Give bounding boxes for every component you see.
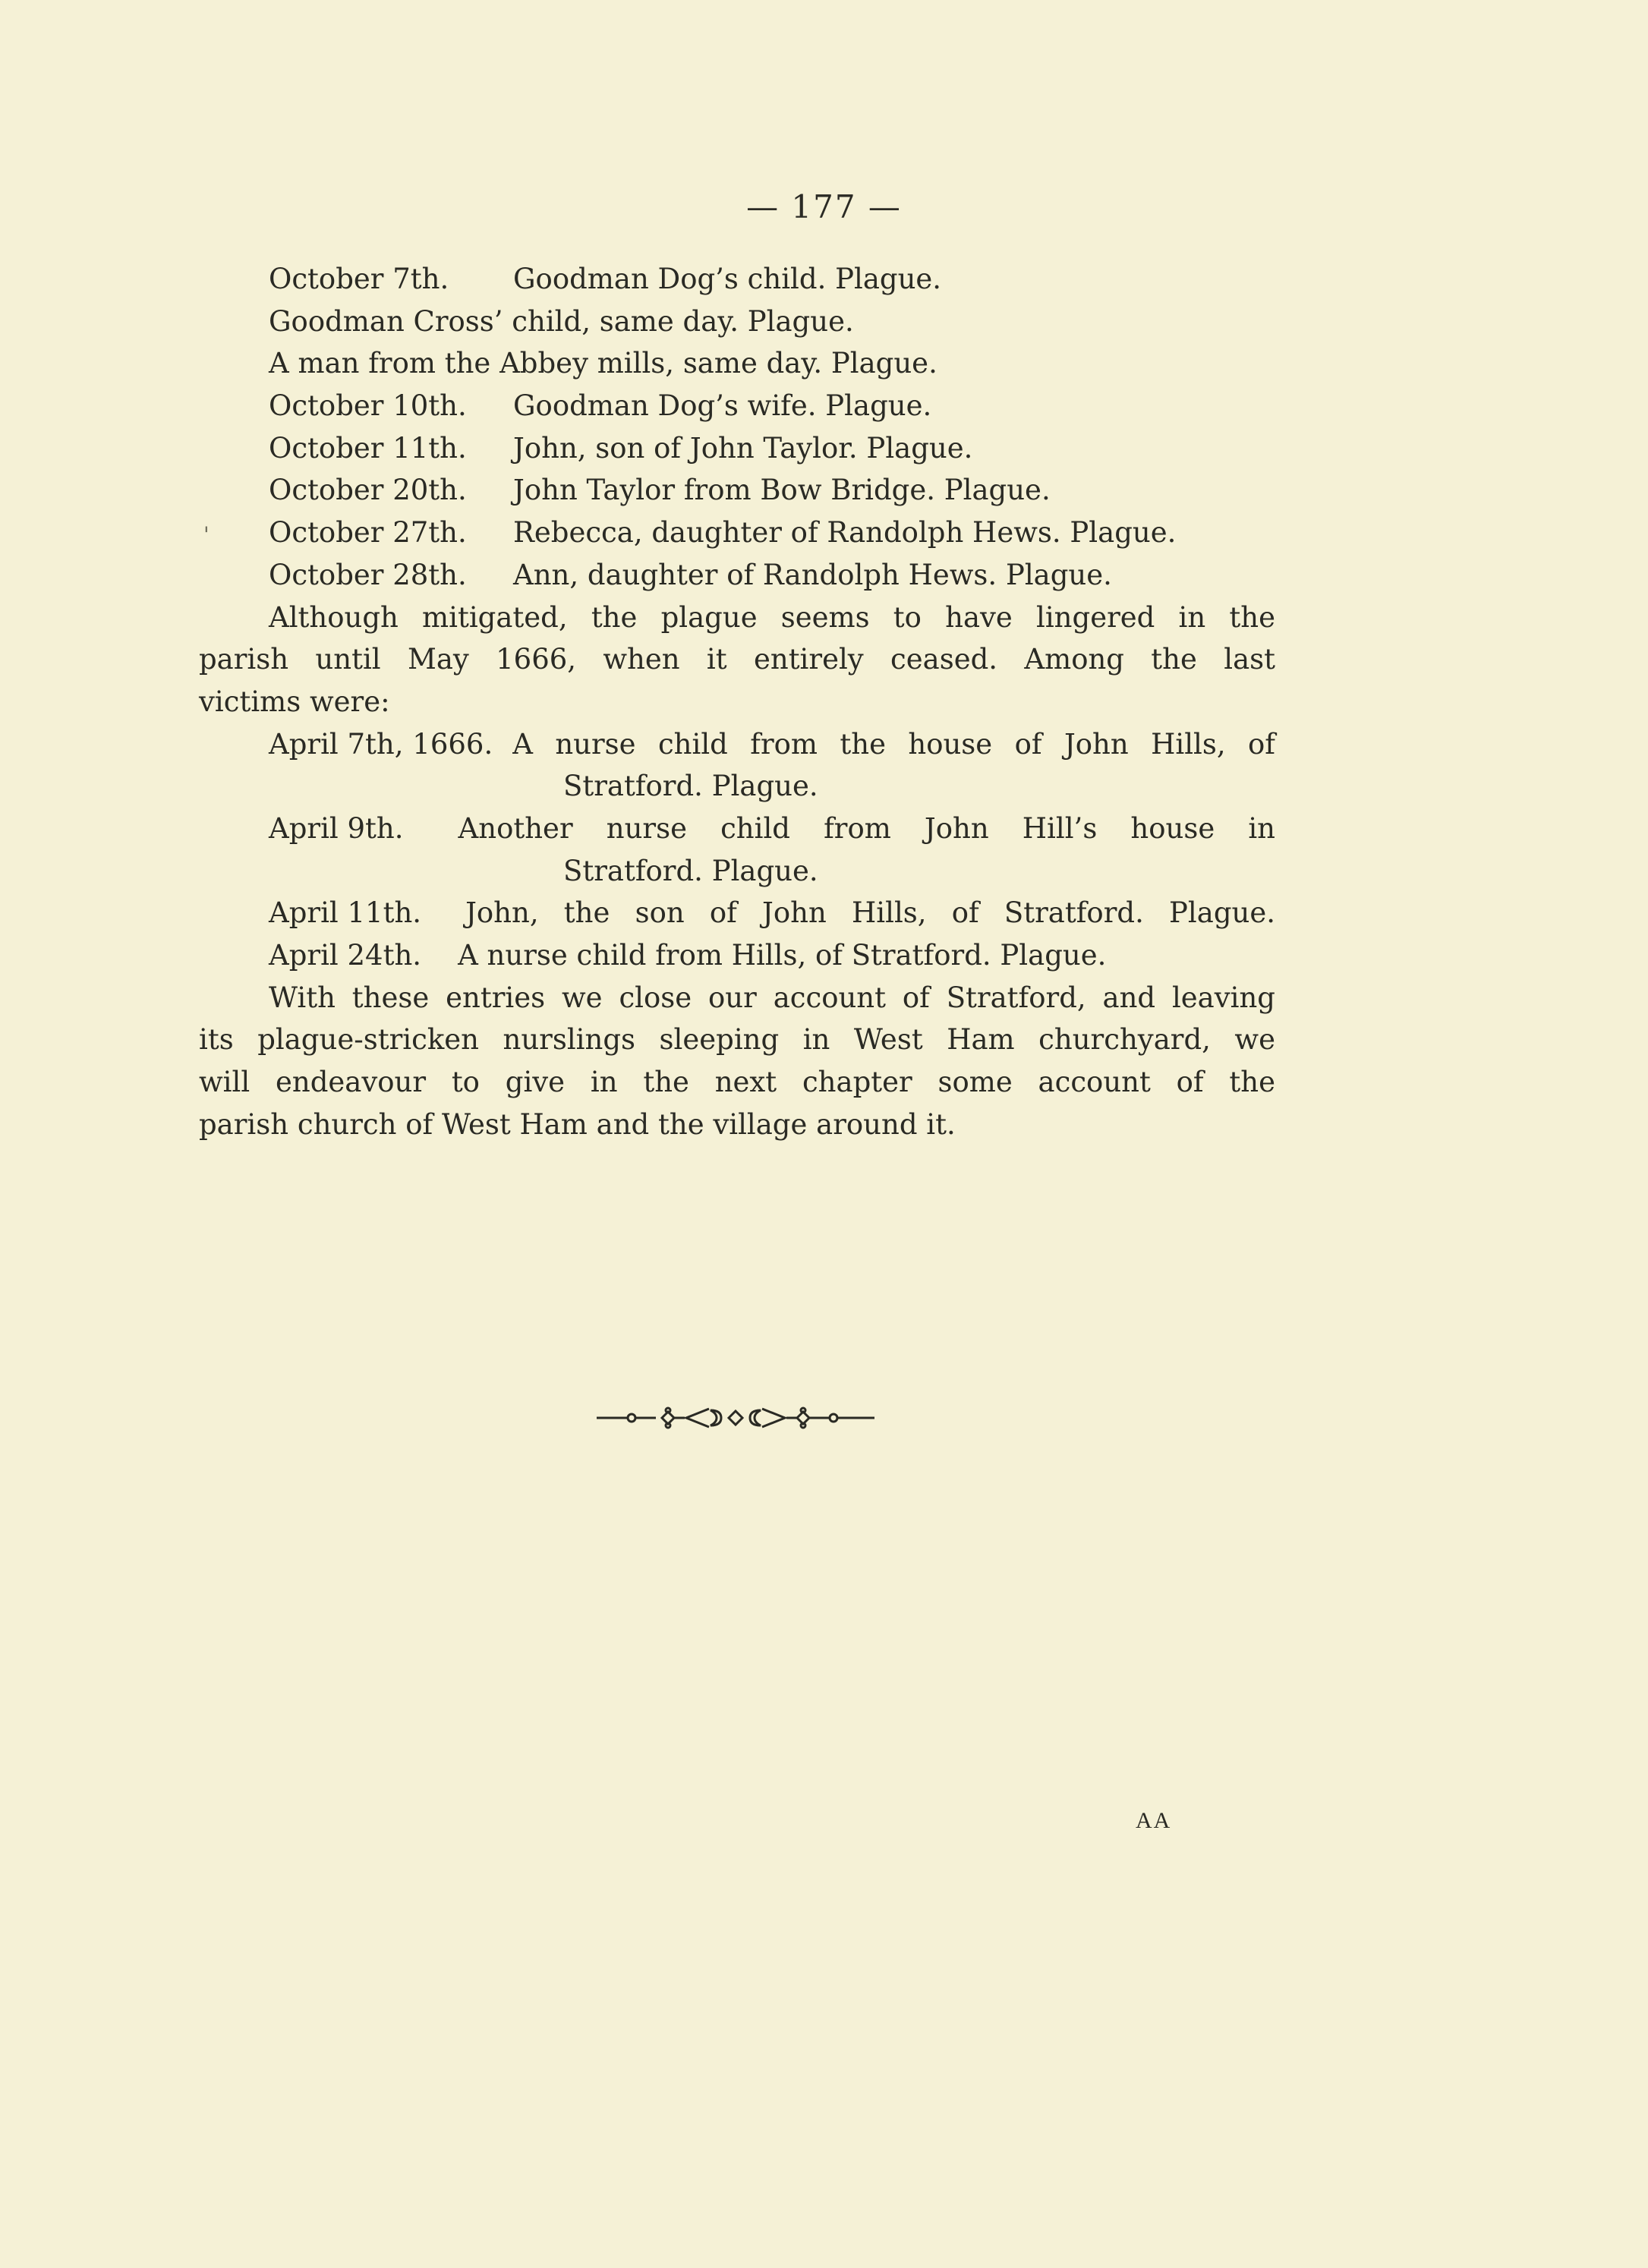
paragraph-line: will endeavour to give in the next chapter some account of the xyxy=(199,1066,1275,1099)
page-number: — 177 — xyxy=(746,188,902,225)
register-entry xyxy=(199,258,1275,301)
register-entry xyxy=(199,934,1275,977)
register-entry xyxy=(199,469,1275,512)
entry-date: October 27th. xyxy=(269,516,467,550)
register-entry xyxy=(199,554,1275,597)
entry-text: John, son of John Taylor. Plague. xyxy=(513,431,973,465)
register-entry: Goodman Cross’ child, same day. Plague. xyxy=(269,304,854,338)
entry-text: John Taylor from Bow Bridge. Plague. xyxy=(513,474,1051,507)
body-text xyxy=(199,258,1275,1145)
entry-text: Another nurse child from John Hill’s house in xyxy=(458,811,1275,845)
entry-text: Rebecca, daughter of Randolph Hews. Plague. xyxy=(513,516,1177,550)
entry-text: Ann, daughter of Randolph Hews. Plague. xyxy=(513,558,1112,591)
register-entry: A man from the Abbey mills, same day. Plague. xyxy=(269,347,937,380)
entry-date: October 28th. xyxy=(269,558,467,591)
paragraph-line: its plague-stricken nurslings sleeping in West Ham churchyard, we xyxy=(199,1023,1275,1057)
entry-continuation: Stratford. Plague. xyxy=(563,854,818,887)
signature-mark: AA xyxy=(1136,1808,1172,1833)
register-entry xyxy=(199,512,1275,554)
entry-date: April 24th. xyxy=(269,939,422,972)
entry-date: October 10th. xyxy=(269,389,467,423)
paragraph-line: parish until May 1666, when it entirely ceased. Among the last xyxy=(199,643,1275,676)
entry-continuation: Stratford. Plague. xyxy=(563,770,818,803)
entry-text: John, the son of John Hills, of Stratford. Plague. xyxy=(465,896,1275,930)
paragraph-line: Although mitigated, the plague seems to have lingered in the xyxy=(269,600,1275,634)
entry-date: October 20th. xyxy=(269,474,467,507)
paragraph-line: With these entries we close our account of Stratford, and leaving xyxy=(269,981,1275,1014)
entry-text: Goodman Dog’s child. Plague. xyxy=(513,263,942,295)
paragraph-line: parish church of West Ham and the village around it. xyxy=(199,1107,956,1141)
margin-mark: ' xyxy=(203,522,210,547)
entry-date: April 11th. xyxy=(269,896,422,930)
entry-date: April 7th, 1666. xyxy=(269,727,493,761)
register-entry xyxy=(199,427,1275,470)
register-entry xyxy=(199,385,1275,427)
register-entry xyxy=(199,892,1275,934)
scroll-ornament-icon xyxy=(597,1403,874,1433)
entry-date: October 7th. xyxy=(269,263,449,295)
register-entry xyxy=(199,808,1275,850)
register-entry xyxy=(199,723,1275,766)
entry-text: A nurse child from the house of John Hills, of xyxy=(512,727,1275,761)
entry-date: October 11th. xyxy=(269,431,467,465)
entry-text: A nurse child from Hills, of Stratford. Plague. xyxy=(458,939,1107,972)
entry-date: April 9th. xyxy=(269,811,404,845)
paragraph-line: victims were: xyxy=(199,685,390,718)
entry-text: Goodman Dog’s wife. Plague. xyxy=(513,389,932,423)
